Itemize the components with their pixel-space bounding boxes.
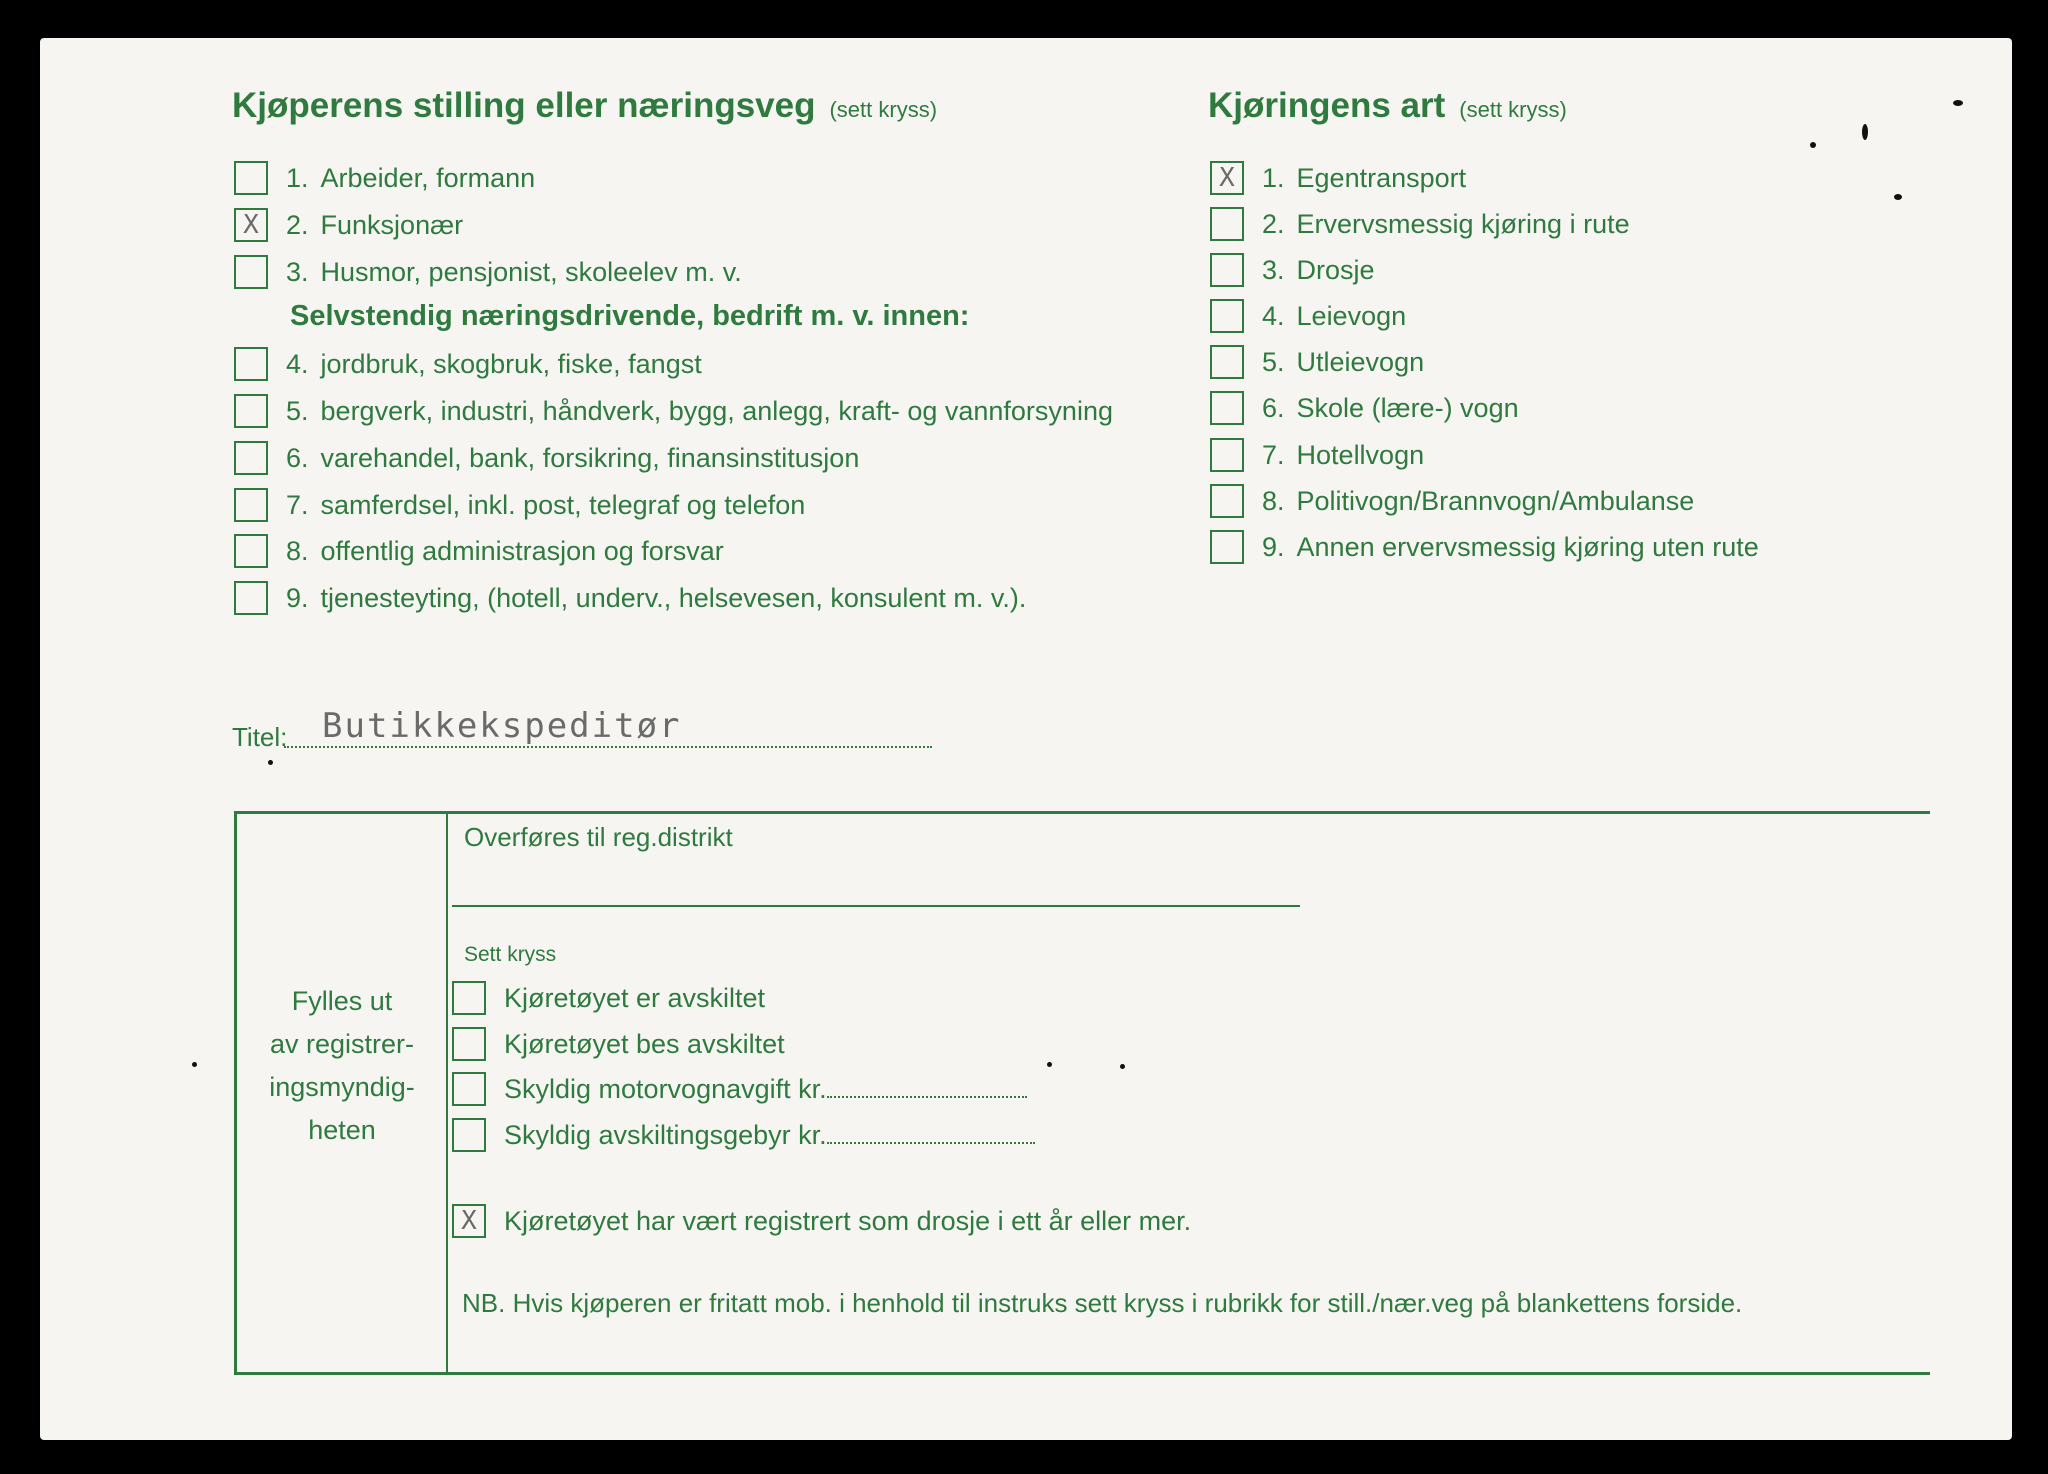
check-mark bbox=[1210, 207, 1244, 241]
left-heading-text: Kjøperens stilling eller næringsveg bbox=[232, 86, 816, 125]
item-number: 9. bbox=[286, 583, 309, 613]
check-mark bbox=[1210, 391, 1244, 425]
scan-speck bbox=[268, 760, 273, 765]
check-mark: X bbox=[1219, 163, 1235, 193]
side-label-line: av registrer- bbox=[269, 1029, 415, 1059]
amount-dotted-field[interactable] bbox=[827, 1142, 1035, 1144]
scan-speck bbox=[1953, 100, 1963, 106]
item-number: 2. bbox=[1262, 209, 1285, 239]
panel-check-label: Skyldig motorvognavgift kr. bbox=[504, 1074, 827, 1104]
check-mark bbox=[1210, 345, 1244, 379]
check-mark bbox=[452, 981, 486, 1015]
item-number: 4. bbox=[1262, 301, 1285, 331]
panel-bottom-border bbox=[234, 1372, 1930, 1375]
item-label: Annen ervervsmessig kjøring uten rute bbox=[1296, 532, 1759, 562]
panel-top-border bbox=[234, 811, 1930, 814]
item-label: Arbeider, formann bbox=[320, 163, 536, 193]
check-mark bbox=[234, 534, 268, 568]
drosje-check-label: Kjøretøyet har vært registrert som drosje i ett år eller mer. bbox=[504, 1206, 1192, 1236]
panel-check-label: Kjøretøyet bes avskiltet bbox=[504, 1029, 785, 1059]
left-heading-hint: (sett kryss) bbox=[829, 97, 938, 122]
titel-dotted-line bbox=[284, 746, 932, 748]
item-label: Egentransport bbox=[1296, 163, 1467, 193]
check-mark bbox=[234, 255, 268, 289]
item-label: Leievogn bbox=[1296, 301, 1407, 331]
item-label: Funksjonær bbox=[320, 210, 464, 240]
item-number: 5. bbox=[1262, 347, 1285, 377]
item-label: Hotellvogn bbox=[1296, 440, 1425, 470]
item-number: 6. bbox=[286, 443, 309, 473]
amount-dotted-field[interactable] bbox=[827, 1096, 1027, 1098]
check-mark: X bbox=[461, 1206, 477, 1236]
panel-divider bbox=[446, 811, 448, 1375]
panel-check-label: Skyldig avskiltingsgebyr kr. bbox=[504, 1120, 827, 1150]
item-number: 1. bbox=[286, 163, 309, 193]
item-number: 3. bbox=[1262, 255, 1285, 285]
item-number: 2. bbox=[286, 210, 309, 240]
check-mark bbox=[1210, 253, 1244, 287]
item-number: 9. bbox=[1262, 532, 1285, 562]
item-number: 7. bbox=[286, 490, 309, 520]
item-label: tjenesteyting, (hotell, underv., helsevesen, konsulent m. v.). bbox=[320, 583, 1027, 613]
side-label-line: heten bbox=[308, 1115, 376, 1145]
item-number: 8. bbox=[1262, 486, 1285, 516]
self-employed-subheading: Selvstendig næringsdrivende, bedrift m. v. innen: bbox=[290, 300, 970, 332]
item-label: varehandel, bank, forsikring, finansinstitusjon bbox=[320, 443, 860, 473]
side-label-line: ingsmyndig- bbox=[269, 1072, 415, 1102]
check-mark bbox=[1210, 438, 1244, 472]
check-mark bbox=[1210, 530, 1244, 564]
item-label: Utleievogn bbox=[1296, 347, 1425, 377]
item-label: bergverk, industri, håndverk, bygg, anlegg, kraft- og vannforsyning bbox=[320, 396, 1113, 426]
scan-speck bbox=[1894, 194, 1902, 200]
check-mark bbox=[452, 1027, 486, 1061]
check-mark bbox=[234, 394, 268, 428]
side-label-line: Fylles ut bbox=[291, 986, 393, 1016]
nb-note: NB. Hvis kjøperen er fritatt mob. i henhold til instruks sett kryss i rubrikk for still./nær.veg på blankettens forside. bbox=[462, 1288, 1743, 1318]
scan-speck bbox=[1810, 142, 1816, 148]
item-label: offentlig administrasjon og forsvar bbox=[320, 536, 724, 566]
registration-authority-label bbox=[240, 980, 444, 1152]
item-number: 8. bbox=[286, 536, 309, 566]
left-heading bbox=[232, 86, 937, 126]
item-number: 5. bbox=[286, 396, 309, 426]
item-label: Drosje bbox=[1296, 255, 1375, 285]
right-heading-hint: (sett kryss) bbox=[1459, 97, 1567, 122]
check-mark bbox=[1210, 484, 1244, 518]
check-mark bbox=[234, 441, 268, 475]
item-number: 4. bbox=[286, 349, 309, 379]
check-mark bbox=[234, 161, 268, 195]
check-mark bbox=[452, 1072, 486, 1106]
panel-check-label: Kjøretøyet er avskiltet bbox=[504, 983, 766, 1013]
scan-speck bbox=[1862, 124, 1868, 140]
overfores-line[interactable] bbox=[452, 905, 1300, 907]
sett-kryss-label: Sett kryss bbox=[464, 943, 557, 966]
item-label: jordbruk, skogbruk, fiske, fangst bbox=[320, 349, 702, 379]
scan-speck bbox=[1047, 1062, 1052, 1067]
titel-label: Titel: bbox=[232, 722, 288, 752]
item-number: 7. bbox=[1262, 440, 1285, 470]
check-mark bbox=[234, 488, 268, 522]
item-label: Ervervsmessig kjøring i rute bbox=[1296, 209, 1630, 239]
right-heading-text: Kjøringens art bbox=[1208, 86, 1446, 125]
item-number: 6. bbox=[1262, 393, 1285, 423]
panel-left-border bbox=[234, 811, 237, 1375]
check-mark bbox=[1210, 299, 1244, 333]
titel-field[interactable] bbox=[232, 706, 932, 756]
check-mark bbox=[234, 581, 268, 615]
overfores-label: Overføres til reg.distrikt bbox=[464, 822, 733, 852]
check-mark bbox=[452, 1118, 486, 1152]
scan-speck bbox=[1120, 1064, 1125, 1069]
item-label: Politivogn/Brannvogn/Ambulanse bbox=[1296, 486, 1695, 516]
right-heading bbox=[1208, 86, 1567, 126]
titel-value: Butikkekspeditør bbox=[322, 706, 682, 746]
item-label: Skole (lære-) vogn bbox=[1296, 393, 1519, 423]
check-mark: X bbox=[243, 210, 259, 240]
check-mark bbox=[234, 347, 268, 381]
scan-speck bbox=[192, 1062, 197, 1067]
item-number: 3. bbox=[286, 257, 309, 287]
item-number: 1. bbox=[1262, 163, 1285, 193]
item-label: samferdsel, inkl. post, telegraf og telefon bbox=[320, 490, 806, 520]
item-label: Husmor, pensjonist, skoleelev m. v. bbox=[320, 257, 742, 287]
